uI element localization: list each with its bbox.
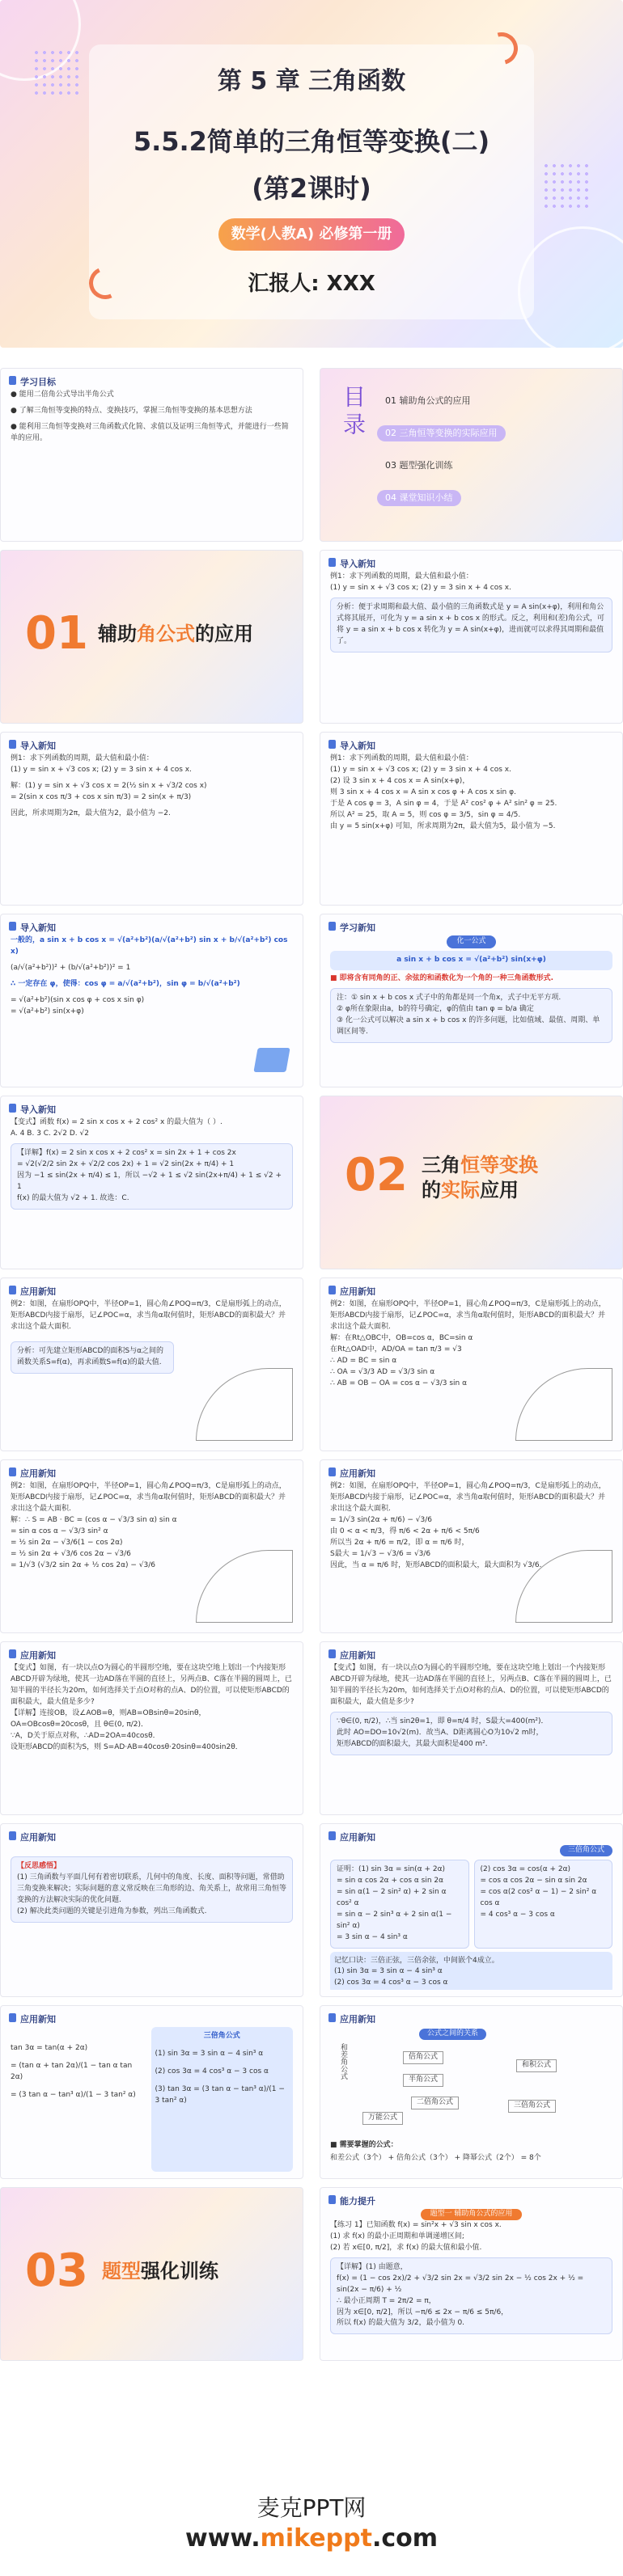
question: 【练习 1】已知函数 f(x) = sin²x + √3 sin x cos x. xyxy=(330,2220,502,2229)
proof-line: 证明：(1) sin 3α = sin(α + 2α) xyxy=(337,1864,446,1873)
book-icon xyxy=(253,1048,290,1072)
note-line: ■ 即将含有同角的正、余弦的和函数化为一个角的一种三角函数形式. xyxy=(330,973,554,982)
textbook-badge: 数学(人教A) 必修第一册 xyxy=(218,218,405,251)
question: 例2：如图，在扇形OPQ中，半径OP=1，圆心角∠POQ=π/3，C是扇形弧上的动点，矩形ABCD内接于扇形，记∠POC=α，求当角α取何值时，矩形ABCD的面积最大？并求出这个最大面积. xyxy=(11,1300,286,1331)
formula-count: 和差公式（3个） + 倍角公式（3个） + 降幂公式（2个） = 8个 xyxy=(330,2154,541,2162)
section-number: 03 xyxy=(25,2244,88,2297)
solution-line: ∴ AD = BC = sin α xyxy=(330,1356,397,1365)
formula-badge: 三倍角公式 xyxy=(203,2032,240,2040)
formula-line: (3) tan 3α = (3 tan α − tan³ α)/(1 − 3 tan² α) xyxy=(155,2084,285,2105)
formula-line: (2) cos 3α = 4 cos³ α − 3 cos α xyxy=(155,2067,269,2076)
slide-header: 导入新知 xyxy=(9,921,56,934)
proof-box xyxy=(330,1860,469,1949)
slide-header: 应用新知 xyxy=(9,1285,56,1298)
proof-line: = sin α − 2 sin³ α + 2 sin α(1 − sin² α) xyxy=(337,1910,452,1930)
solution-line: = ½ sin 2α − √3/6(1 − cos 2α) xyxy=(11,1538,123,1547)
proof-line: = cos α cos 2α − sin α sin 2α xyxy=(480,1876,587,1885)
solution-line: = 1/√3 sin(2α + π/6) − √3/6 xyxy=(330,1515,432,1524)
solution-line: 设矩形ABCD的面积为S，则 S=AD·AB=40cosθ·20sinθ=400sin2θ． xyxy=(11,1742,243,1751)
section-title: 辅助角公式的应用 xyxy=(98,623,253,645)
section-number: 02 xyxy=(345,1149,408,1201)
solution-line: f(x) = (1 − cos 2x)/2 + √3/2 sin 2x = √3/2 sin 2x − ½ cos 2x + ½ = sin(2x − π/6) + ½ xyxy=(337,2274,584,2294)
solution-line: 因为 x∈[0, π/2]，所以 −π/6 ≤ 2x − π/6 ≤ 5π/6， xyxy=(337,2308,509,2316)
reflection-title: 【反思感悟】 xyxy=(17,1862,61,1870)
slide-header: 导入新知 xyxy=(9,1103,56,1116)
solution-line: 【详解】连接OB，设∠AOB=θ，则AB=OBsinθ=20sinθ， xyxy=(11,1708,206,1717)
lesson-title: 5.5.2简单的三角恒等变换(二) xyxy=(133,126,490,157)
solution-line: S最大 = 1/√3 − √3/6 = √3/6 xyxy=(330,1549,431,1558)
goal-item: ● 能用二倍角公式导出半角公式 xyxy=(11,391,114,399)
slide-header: 学习目标 xyxy=(9,375,56,388)
aux-formula: a sin x + b cos x = √(a²+b²) sin(x+φ) xyxy=(330,951,612,970)
solution-line: 解：(1) y = sin x + √3 cos x = 2(½ sin x + √3/2 cos x) xyxy=(11,781,207,790)
question: 【变式】函数 f(x) = 2 sin x cos x + 2 cos² x 的最大值为（ ）. xyxy=(11,1118,222,1126)
notes-box xyxy=(330,988,612,1043)
solution-line: 所以当 2α + π/6 = π/2，即 α = π/6 时， xyxy=(330,1538,469,1547)
slide-header: 应用新知 xyxy=(9,1467,56,1480)
slide-section-2 xyxy=(320,1096,623,1269)
question: 例2：如图，在扇形OPQ中，半径OP=1，圆心角∠POQ=π/3，C是扇形弧上的动点，矩形ABCD内接于扇形，记∠POC=α，求当角α取何值时，矩形ABCD的面积最大？并求出这个最大面积. xyxy=(330,1300,606,1331)
derivation-line: = (tan α + tan 2α)/(1 − tan α tan 2α) xyxy=(11,2061,133,2081)
solution-line: = 2(sin x cos π/3 + cos x sin π/3) = 2 sin(x + π/3) xyxy=(11,792,192,801)
question: 例2：如图，在扇形OPQ中，半径OP=1，圆心角∠POQ=π/3，C是扇形弧上的动点，矩形ABCD内接于扇形，记∠POC=α，求当角α取何值时，矩形ABCD的面积最大？并求出这个最大面积. xyxy=(11,1482,286,1513)
proof-box xyxy=(474,1860,613,1949)
solution-line: ∵A，D关于原点对称，∴AD=2OA=40cosθ． xyxy=(11,1731,160,1740)
question: 【变式】如图，有一块以点O为圆心的半圆形空地，要在这块空地上划出一个内接矩形ABCD开辟为绿地，使其一边AD落在半圆的直径上，另两点B、C落在半圆的圆周上，已知半圆的半径长为20m，如何选择关于点O对称的点A、D的位置，可以使矩形ABCD的面积最大，最大值是多少? xyxy=(11,1664,292,1706)
solution-line: 【详解】f(x) = 2 sin x cos x + 2 cos² x = sin 2x + 1 + cos 2x xyxy=(17,1148,236,1157)
note-item: ② φ所在象限由a，b的符号确定，φ的值由 tan φ = b/a 确定 xyxy=(337,1004,534,1013)
section-number: 01 xyxy=(25,607,88,660)
reflection-line: (2) 解决此类问题的关键是引进角为参数，列出三角函数式. xyxy=(17,1907,207,1915)
slide-header: 应用新知 xyxy=(9,1649,56,1662)
slide-header: 应用新知 xyxy=(328,1831,375,1843)
question: 例1：求下列函数的周期，最大值和最小值： xyxy=(11,754,154,762)
map-node: 和差角公式 xyxy=(339,2043,347,2080)
site-brand: 麦克PPT网 xyxy=(256,2494,367,2521)
slide-header: 导入新知 xyxy=(328,557,375,570)
slide-formula-map xyxy=(320,2005,623,2179)
slide-example-2b xyxy=(320,1277,623,1451)
formula-badge: 化一公式 xyxy=(447,935,495,948)
solution-line: 因此，当 α = π/6 时，矩形ABCD的面积最大，最大面积为 √3/6. xyxy=(330,1560,542,1569)
slide-training xyxy=(320,2187,623,2361)
slide-general-form xyxy=(0,914,303,1087)
slide-header: 学习新知 xyxy=(328,921,375,934)
slide-example-2c xyxy=(0,1459,303,1633)
toc-item[interactable]: 04 课堂知识小结 xyxy=(377,490,461,506)
proof-line: = sin α cos 2α + cos α sin 2α xyxy=(337,1876,444,1885)
solution-line: 于是 A cos φ = 3，A sin φ = 4，于是 A² cos² φ + A² sin² φ = 25. xyxy=(330,799,557,808)
toc-item[interactable]: 03 题型强化训练 xyxy=(385,460,453,471)
solution-line: 因为 −1 ≤ sin(2x + π/4) ≤ 1，所以 −√2 + 1 ≤ √2 sin(2x+π/4) + 1 ≤ √2 + 1 xyxy=(17,1171,282,1191)
map-node: 二倍角公式 xyxy=(411,2097,459,2109)
slide-practice xyxy=(0,1096,303,1269)
analysis-box: 分析：便于求周期和最大值、最小值的三角函数式是 y = A sin(x+φ)，利用和角公式将其展开，可化为 y = a sin x + b cos x 的形式。反之，利用和(差)角公式，可将 y = a sin x + b cos x 转化为 y = A sin(x+φ)，进而就可以求得其周期和最值了。 xyxy=(330,598,612,652)
solution-line: 在Rt△OAD中，AD/OA = tan π/3 = √3 xyxy=(330,1345,462,1353)
question: 例1：求下列函数的周期，最大值和最小值： xyxy=(330,754,473,762)
solution-line: 由 y = 5 sin(x+φ) 可知，所求周期为2π，最大值为5，最小值为 −5. xyxy=(330,821,556,830)
solution-line: 因此，所求周期为2π，最大值为2，最小值为 −2. xyxy=(11,809,171,817)
chapter-title: 第 5 章 三角函数 xyxy=(217,67,406,95)
solution-line: 此时 AO=DO=10√2(m)．故当A、D距离圆心O为10√2 m时， xyxy=(337,1728,544,1737)
formula-line: (2) cos 3α = 4 cos³ α − 3 cos α xyxy=(334,1978,448,1987)
reporter: 汇报人: XXX xyxy=(248,272,375,296)
slide-header: 应用新知 xyxy=(328,1649,375,1662)
proof-line: = sin α(1 − 2 sin² α) + 2 sin α cos² α xyxy=(337,1887,447,1907)
derivation xyxy=(11,2043,145,2172)
question: 【变式】如图，有一块以点O为圆心的半圆形空地，要在这块空地上划出一个内接矩形ABCD开辟为绿地，使其一边AD落在半圆的直径上，另两点B、C落在半圆的圆周上，已知半圆的半径长为20m，如何选择关于点O对称的点A、D的位置，可以使矩形ABCD的面积最大，最大值是多少? xyxy=(330,1664,612,1706)
solution-line: ∴ AB = OB − OA = cos α − √3/3 sin α xyxy=(330,1379,468,1387)
question-parts: (1) y = sin x + √3 cos x; (2) y = 3 sin x + 4 cos x. xyxy=(11,765,192,774)
site-url[interactable]: www.mikeppt.com xyxy=(184,2524,438,2553)
slide-triple-angle xyxy=(320,1823,623,1997)
solution-line: = ½ sin 2α + √3/6 cos 2α − √3/6 xyxy=(11,1549,131,1558)
slide-toc xyxy=(320,368,623,542)
toc-item[interactable]: 02 三角恒等变换的实际应用 xyxy=(377,425,506,441)
solution-line: 所以 A² = 25，取 A = 5，则 cos φ = 3/5，sin φ = 4/5. xyxy=(330,810,521,819)
proof-line: = 4 cos³ α − 3 cos α xyxy=(480,1910,555,1919)
map-node: 半角公式 xyxy=(403,2074,443,2087)
question: (2) 若 x∈[0, π/2]，求 f(x) 的最大值和最小值. xyxy=(330,2243,482,2252)
goal-item: ● 了解三角恒等变换的特点、变换技巧，掌握三角恒等变换的基本思想方法 xyxy=(11,406,252,415)
solution-line: OA=OBcosθ=20cosθ，且 θ∈(0, π/2)． xyxy=(11,1720,149,1729)
solution-box xyxy=(330,1712,612,1755)
reflection-box xyxy=(11,1856,293,1923)
question: 例1：求下列函数的周期，最大值和最小值： xyxy=(330,572,473,581)
note-item: ③ 化一公式可以解决 a sin x + b cos x 的许多问题，比如值域、最值、周期、单调区间等. xyxy=(337,1016,600,1036)
slide-header: 应用新知 xyxy=(9,1831,56,1843)
slide-intro-3 xyxy=(320,732,623,906)
question-parts: (1) y = sin x + √3 cos x; (2) y = 3 sin x + 4 cos x. xyxy=(330,765,511,774)
lesson-subtitle: (第2课时) xyxy=(252,173,371,204)
formula-line: = √(a²+b²)(sin x cos φ + cos x sin φ) xyxy=(11,995,145,1004)
solution-line: 由 0 < α < π/3，得 π/6 < 2α + π/6 < 5π/6 xyxy=(330,1527,480,1535)
question-parts: (1) y = sin x + √3 cos x; (2) y = 3 sin x + 4 cos x. xyxy=(330,583,511,592)
formula-line: (1) sin 3α = 3 sin α − 4 sin³ α xyxy=(155,2049,264,2058)
analysis-box: 分析：可先建立矩形ABCD的面积S与α之间的函数关系S=f(α)，再求函数S=f(α)的最大值. xyxy=(11,1341,174,1374)
solution-line: 解：在Rt△OBC中，OB=cos α，BC=sin α xyxy=(330,1333,473,1342)
formula-line: 一般的，a sin x + b cos x = √(a²+b²)(a/√(a²+b²) sin x + b/√(a²+b²) cos x) xyxy=(11,936,288,956)
section-title: 三角恒等变换 的实际应用 xyxy=(422,1154,538,1202)
formula-line: = √(a²+b²) sin(x+φ) xyxy=(11,1007,84,1016)
slide-intro-1 xyxy=(320,550,623,724)
slide-example-2a xyxy=(0,1277,303,1451)
proof-line: = cos α(2 cos² α − 1) − 2 sin² α cos α xyxy=(480,1887,597,1907)
solution-line: ∴ OA = √3/3 AD = √3/3 sin α xyxy=(330,1367,435,1376)
proof-line: = 3 sin α − 4 sin³ α xyxy=(337,1932,408,1941)
slide-summary xyxy=(0,1823,303,1997)
derivation-line: tan 3α = tan(α + 2α) xyxy=(11,2044,88,2052)
slide-section-3 xyxy=(0,2187,303,2361)
solution-line: 【详解】(1) 由题意， xyxy=(337,2262,408,2271)
slide-intro-2 xyxy=(0,732,303,906)
solution-line: ∴ 最小正周期 T = 2π/2 = π， xyxy=(337,2296,436,2305)
reflection-line: (1) 三角函数与平面几何有着密切联系，几何中的角度、长度、面积等问题，常借助三角变换来解决；实际问题的意义常反映在三角形的边、角关系上，故常用三角恒等变换的方法解决实际的优化问题. xyxy=(17,1873,287,1904)
map-node: 万能公式 xyxy=(362,2112,403,2125)
map-node: 倍角公式 xyxy=(403,2051,443,2064)
formula-line: ∴ 一定存在 φ，使得：cos φ = a/√(a²+b²)，sin φ = b/√(a²+b²) xyxy=(11,979,240,988)
toc-title: 目录 xyxy=(340,385,367,440)
solution-line: 矩形ABCD的面积最大，其最大面积是400 m²． xyxy=(337,1739,493,1748)
solution-line: = 1/√3 (√3/2 sin 2α + ½ cos 2α) − √3/6 xyxy=(11,1560,155,1569)
formula-line: (1) sin 3α = 3 sin α − 4 sin³ α xyxy=(334,1967,443,1976)
solution-box xyxy=(11,1143,293,1210)
slide-header: 能力提升 xyxy=(328,2194,375,2207)
slide-header: 导入新知 xyxy=(9,739,56,752)
slide-variant-b xyxy=(320,1641,623,1815)
question: (1) 求 f(x) 的最小正周期和单调递增区间; xyxy=(330,2232,464,2240)
topic-badge: 题型一 辅助角公式的应用 xyxy=(421,2209,523,2220)
slide-tan-triple xyxy=(0,2005,303,2179)
note-line: ■ 需要掌握的公式： xyxy=(330,2141,398,2149)
slide-header: 应用新知 xyxy=(328,2012,375,2025)
goal-list xyxy=(11,390,293,534)
solution-line: ∵θ∈(0, π/2)，∴当 sin2θ=1，即 θ=π/4 时，S最大=400(m²)． xyxy=(337,1717,549,1725)
solution-line: f(x) 的最大值为 √2 + 1. 故选：C. xyxy=(17,1193,129,1202)
formula-badge: 三倍角公式 xyxy=(560,1845,612,1856)
solution-line: = sin α cos α − √3/3 sin² α xyxy=(11,1527,108,1535)
slide-variant-a xyxy=(0,1641,303,1815)
options: A. 4 B. 3 C. 2√2 D. √2 xyxy=(11,1129,89,1138)
map-node: 三倍角公式 xyxy=(508,2100,556,2113)
map-node: 和积公式 xyxy=(516,2059,557,2072)
solution-line: 解：∴ S = AB · BC = (cos α − √3/3 sin α) sin α xyxy=(11,1515,177,1524)
footer-watermark xyxy=(0,2466,623,2576)
slide-header: 应用新知 xyxy=(9,2012,56,2025)
formula-map-center: 公式之间的关系 xyxy=(419,2029,486,2040)
mnemonic: 记忆口诀：三倍正弦，三倍余弦，中间嵌个4成立。 xyxy=(334,1956,499,1965)
slide-example-2d xyxy=(320,1459,623,1633)
solution-line: = √2(√2/2 sin 2x + √2/2 cos 2x) + 1 = √2 sin(2x + π/4) + 1 xyxy=(17,1159,235,1168)
cover-slide xyxy=(0,0,623,348)
slide-aux-formula xyxy=(320,914,623,1087)
goal-item: ● 能利用三角恒等变换对三角函数式化简、求值以及证明三角恒等式，并能进行一些简单的应用。 xyxy=(11,422,289,442)
proof-line: (2) cos 3α = cos(α + 2α) xyxy=(480,1864,571,1873)
formula-panel xyxy=(151,2027,294,2172)
slide-header: 应用新知 xyxy=(328,1467,375,1480)
formula-line: (a/√(a²+b²))² + (b/√(a²+b²))² = 1 xyxy=(11,963,131,972)
formula-panel xyxy=(330,1952,612,1991)
slide-header: 导入新知 xyxy=(328,739,375,752)
solution-line: 则 3 sin x + 4 cos x = A sin x cos φ + A cos x sin φ. xyxy=(330,788,516,796)
toc-item[interactable]: 01 辅助角公式的应用 xyxy=(385,395,471,406)
derivation-line: = (3 tan α − tan³ α)/(1 − 3 tan² α) xyxy=(11,2090,136,2099)
section-title: 题型强化训练 xyxy=(102,2260,218,2283)
slide-learning-goals xyxy=(0,368,303,542)
question: 例2：如图，在扇形OPQ中，半径OP=1，圆心角∠POQ=π/3，C是扇形弧上的动点，矩形ABCD内接于扇形，记∠POC=α，求当角α取何值时，矩形ABCD的面积最大？并求出这个最大面积. xyxy=(330,1482,606,1513)
note-item: 注：① sin x + b cos x 式子中的角都是同一个角x，式子中无平方项. xyxy=(337,993,562,1002)
solution-line: (2) 设 3 sin x + 4 cos x = A sin(x+φ)， xyxy=(330,776,470,785)
slide-section-1 xyxy=(0,550,303,724)
slide-header: 应用新知 xyxy=(328,1285,375,1298)
solution-line: 所以 f(x) 的最大值为 3/2，最小值为 0. xyxy=(337,2319,465,2328)
solution-box xyxy=(330,2257,612,2335)
